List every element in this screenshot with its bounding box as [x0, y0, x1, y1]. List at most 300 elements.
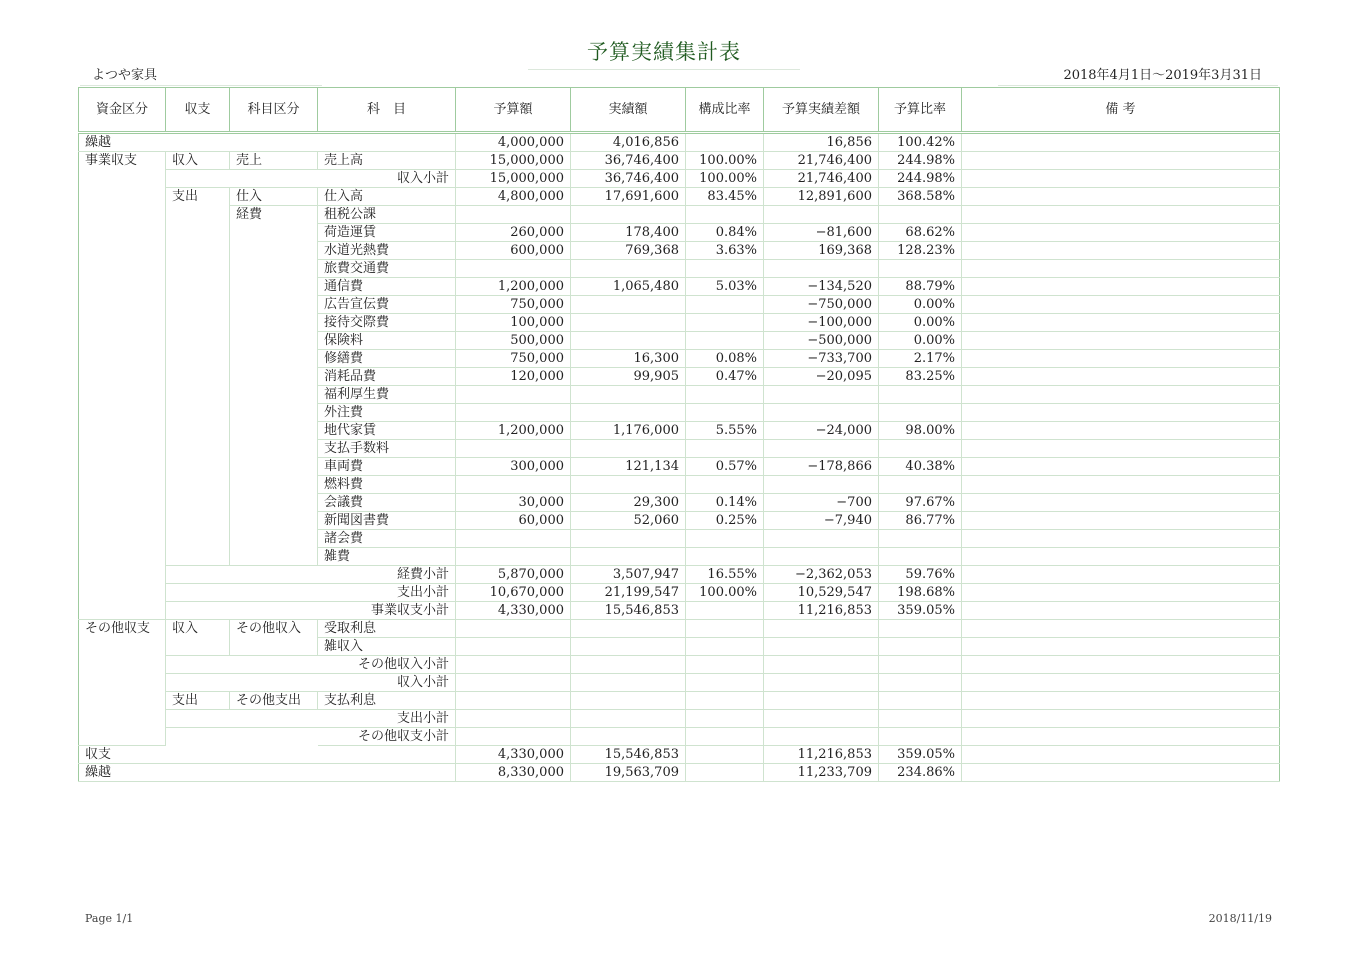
io-cell — [166, 422, 230, 440]
category-cell — [230, 566, 318, 584]
item-cell: その他収入小計 — [318, 656, 456, 674]
fund-cell: 繰越 — [79, 133, 166, 152]
fund-cell — [79, 512, 166, 530]
note-cell — [962, 530, 1280, 548]
ratio-cell: 0.47% — [686, 368, 764, 386]
budget-ratio-cell — [879, 440, 962, 458]
item-cell: 支払利息 — [318, 692, 456, 710]
item-cell: 雑収入 — [318, 638, 456, 656]
category-cell — [230, 224, 318, 242]
item-cell: 収入小計 — [318, 674, 456, 692]
note-cell — [962, 368, 1280, 386]
note-cell — [962, 692, 1280, 710]
item-cell: 売上高 — [318, 152, 456, 170]
ratio-cell — [686, 440, 764, 458]
fund-cell — [79, 656, 166, 674]
category-cell — [230, 170, 318, 188]
ratio-cell: 3.63% — [686, 242, 764, 260]
actual-cell — [571, 710, 686, 728]
io-cell — [166, 242, 230, 260]
note-cell — [962, 710, 1280, 728]
note-cell — [962, 242, 1280, 260]
diff-cell — [764, 692, 879, 710]
table-row — [79, 746, 1280, 764]
actual-cell: 1,065,480 — [571, 278, 686, 296]
diff-cell: −178,866 — [764, 458, 879, 476]
io-cell — [166, 133, 230, 152]
budget-cell — [456, 440, 571, 458]
category-cell — [230, 440, 318, 458]
category-cell — [230, 296, 318, 314]
ratio-cell — [686, 476, 764, 494]
budget-cell — [456, 530, 571, 548]
diff-cell — [764, 620, 879, 638]
note-cell — [962, 278, 1280, 296]
table-row — [79, 476, 1280, 494]
io-cell — [166, 170, 230, 188]
actual-cell: 121,134 — [571, 458, 686, 476]
io-cell: 支出 — [166, 188, 230, 206]
ratio-cell: 16.55% — [686, 566, 764, 584]
actual-cell — [571, 656, 686, 674]
budget-cell — [456, 710, 571, 728]
item-cell: 諸会費 — [318, 530, 456, 548]
note-cell — [962, 674, 1280, 692]
item-cell: 荷造運賃 — [318, 224, 456, 242]
fund-cell — [79, 638, 166, 656]
note-cell — [962, 602, 1280, 620]
category-cell: 仕入 — [230, 188, 318, 206]
budget-cell: 120,000 — [456, 368, 571, 386]
diff-cell: −700 — [764, 494, 879, 512]
actual-cell — [571, 674, 686, 692]
fund-cell — [79, 206, 166, 224]
table-row — [79, 710, 1280, 728]
table-row — [79, 674, 1280, 692]
actual-cell — [571, 206, 686, 224]
note-cell — [962, 332, 1280, 350]
io-cell — [166, 602, 230, 620]
table-row — [79, 350, 1280, 368]
category-cell — [230, 350, 318, 368]
diff-cell — [764, 710, 879, 728]
ratio-cell — [686, 674, 764, 692]
budget-ratio-cell — [879, 206, 962, 224]
budget-cell: 60,000 — [456, 512, 571, 530]
budget-ratio-cell: 86.77% — [879, 512, 962, 530]
budget-ratio-cell: 0.00% — [879, 296, 962, 314]
note-cell — [962, 224, 1280, 242]
io-cell — [166, 332, 230, 350]
table-row — [79, 296, 1280, 314]
actual-cell: 16,300 — [571, 350, 686, 368]
actual-cell: 15,546,853 — [571, 602, 686, 620]
budget-ratio-cell: 100.42% — [879, 133, 962, 152]
io-cell — [166, 476, 230, 494]
ratio-cell — [686, 764, 764, 782]
budget-cell — [456, 674, 571, 692]
budget-cell: 4,000,000 — [456, 133, 571, 152]
note-cell — [962, 152, 1280, 170]
fund-cell: その他収支 — [79, 620, 166, 638]
actual-cell — [571, 314, 686, 332]
category-cell — [230, 332, 318, 350]
fund-cell — [79, 224, 166, 242]
category-cell — [230, 494, 318, 512]
diff-cell: −134,520 — [764, 278, 879, 296]
io-cell — [166, 512, 230, 530]
item-cell: 受取利息 — [318, 620, 456, 638]
budget-cell — [456, 548, 571, 566]
actual-cell — [571, 530, 686, 548]
io-cell — [166, 494, 230, 512]
ratio-cell: 100.00% — [686, 584, 764, 602]
fund-cell — [79, 692, 166, 710]
diff-cell: −500,000 — [764, 332, 879, 350]
ratio-cell: 5.55% — [686, 422, 764, 440]
budget-cell: 4,330,000 — [456, 602, 571, 620]
category-cell — [230, 548, 318, 566]
category-cell — [230, 404, 318, 422]
actual-cell — [571, 638, 686, 656]
ratio-cell — [686, 548, 764, 566]
budget-cell — [456, 656, 571, 674]
header-diff: 予算実績差額 — [764, 88, 879, 133]
note-cell — [962, 133, 1280, 152]
budget-cell: 4,330,000 — [456, 746, 571, 764]
budget-ratio-cell: 68.62% — [879, 224, 962, 242]
fund-cell: 収支 — [79, 746, 166, 764]
io-cell — [166, 206, 230, 224]
note-cell — [962, 638, 1280, 656]
fund-cell — [79, 332, 166, 350]
fund-cell — [79, 404, 166, 422]
io-cell — [166, 638, 230, 656]
io-cell — [166, 278, 230, 296]
diff-cell: −20,095 — [764, 368, 879, 386]
budget-cell: 10,670,000 — [456, 584, 571, 602]
io-cell — [166, 710, 230, 728]
budget-ratio-cell — [879, 692, 962, 710]
budget-ratio-cell: 359.05% — [879, 602, 962, 620]
budget-cell: 30,000 — [456, 494, 571, 512]
io-cell — [166, 584, 230, 602]
ratio-cell: 0.14% — [686, 494, 764, 512]
fund-cell — [79, 674, 166, 692]
note-cell — [962, 296, 1280, 314]
actual-cell: 36,746,400 — [571, 152, 686, 170]
fund-cell — [79, 476, 166, 494]
item-cell — [318, 764, 456, 782]
category-cell: 経費 — [230, 206, 318, 224]
table-row — [79, 152, 1280, 170]
io-cell: 収入 — [166, 620, 230, 638]
fund-cell — [79, 368, 166, 386]
actual-cell — [571, 404, 686, 422]
budget-cell — [456, 260, 571, 278]
io-cell — [166, 314, 230, 332]
diff-cell — [764, 530, 879, 548]
ratio-cell: 0.25% — [686, 512, 764, 530]
io-cell — [166, 404, 230, 422]
budget-ratio-cell: 244.98% — [879, 170, 962, 188]
item-cell: 支出小計 — [318, 710, 456, 728]
item-cell: 会議費 — [318, 494, 456, 512]
table-row — [79, 260, 1280, 278]
diff-cell: −81,600 — [764, 224, 879, 242]
fund-cell: 事業収支 — [79, 152, 166, 170]
header-ratio: 構成比率 — [686, 88, 764, 133]
ratio-cell — [686, 746, 764, 764]
fund-cell — [79, 494, 166, 512]
category-cell: 売上 — [230, 152, 318, 170]
diff-cell: 10,529,547 — [764, 584, 879, 602]
budget-ratio-cell: 234.86% — [879, 764, 962, 782]
table-row — [79, 692, 1280, 710]
actual-cell — [571, 548, 686, 566]
fund-cell — [79, 710, 166, 728]
item-cell: 雑費 — [318, 548, 456, 566]
actual-cell — [571, 260, 686, 278]
io-cell — [166, 674, 230, 692]
category-cell — [230, 656, 318, 674]
io-cell — [166, 386, 230, 404]
diff-cell — [764, 260, 879, 278]
diff-cell: 11,233,709 — [764, 764, 879, 782]
fund-cell: 繰越 — [79, 764, 166, 782]
category-cell — [230, 314, 318, 332]
fund-cell — [79, 386, 166, 404]
item-cell: 新聞図書費 — [318, 512, 456, 530]
category-cell — [230, 368, 318, 386]
ratio-cell — [686, 728, 764, 746]
diff-cell: 169,368 — [764, 242, 879, 260]
note-cell — [962, 746, 1280, 764]
table-row — [79, 278, 1280, 296]
note-cell — [962, 566, 1280, 584]
note-cell — [962, 548, 1280, 566]
header-budget-ratio: 予算比率 — [879, 88, 962, 133]
io-cell — [166, 566, 230, 584]
budget-ratio-cell: 2.17% — [879, 350, 962, 368]
note-cell — [962, 188, 1280, 206]
item-cell: 支払手数料 — [318, 440, 456, 458]
fund-cell — [79, 458, 166, 476]
note-cell — [962, 206, 1280, 224]
diff-cell: 21,746,400 — [764, 170, 879, 188]
budget-ratio-cell: 128.23% — [879, 242, 962, 260]
diff-cell: 21,746,400 — [764, 152, 879, 170]
ratio-cell — [686, 710, 764, 728]
diff-cell — [764, 656, 879, 674]
category-cell — [230, 674, 318, 692]
company-name: よつや家具 — [80, 64, 322, 86]
diff-cell — [764, 728, 879, 746]
io-cell — [166, 548, 230, 566]
diff-cell — [764, 674, 879, 692]
item-cell: 旅費交通費 — [318, 260, 456, 278]
note-cell — [962, 476, 1280, 494]
category-cell — [230, 530, 318, 548]
note-cell — [962, 170, 1280, 188]
note-cell — [962, 386, 1280, 404]
budget-actual-table — [78, 87, 1280, 782]
fund-cell — [79, 422, 166, 440]
budget-cell: 750,000 — [456, 296, 571, 314]
table-row — [79, 458, 1280, 476]
ratio-cell — [686, 260, 764, 278]
note-cell — [962, 440, 1280, 458]
diff-cell — [764, 476, 879, 494]
item-cell: その他収支小計 — [318, 728, 456, 746]
item-cell: 地代家賃 — [318, 422, 456, 440]
item-cell: 保険料 — [318, 332, 456, 350]
budget-ratio-cell: 59.76% — [879, 566, 962, 584]
diff-cell — [764, 206, 879, 224]
table-row — [79, 512, 1280, 530]
diff-cell: −750,000 — [764, 296, 879, 314]
ratio-cell: 0.84% — [686, 224, 764, 242]
table-row — [79, 620, 1280, 638]
budget-cell: 4,800,000 — [456, 188, 571, 206]
fund-cell — [79, 314, 166, 332]
budget-cell: 750,000 — [456, 350, 571, 368]
ratio-cell — [686, 530, 764, 548]
budget-ratio-cell — [879, 386, 962, 404]
ratio-cell: 0.08% — [686, 350, 764, 368]
budget-ratio-cell: 97.67% — [879, 494, 962, 512]
io-cell — [166, 530, 230, 548]
budget-ratio-cell — [879, 548, 962, 566]
diff-cell: −7,940 — [764, 512, 879, 530]
header-io: 収支 — [166, 88, 230, 133]
ratio-cell — [686, 133, 764, 152]
table-row — [79, 728, 1280, 746]
table-row — [79, 602, 1280, 620]
io-cell: 収入 — [166, 152, 230, 170]
ratio-cell: 100.00% — [686, 152, 764, 170]
budget-ratio-cell: 83.25% — [879, 368, 962, 386]
fund-cell — [79, 548, 166, 566]
fund-cell — [79, 260, 166, 278]
budget-cell: 100,000 — [456, 314, 571, 332]
actual-cell: 36,746,400 — [571, 170, 686, 188]
io-cell — [166, 764, 230, 782]
ratio-cell — [686, 296, 764, 314]
diff-cell: 11,216,853 — [764, 602, 879, 620]
budget-ratio-cell: 244.98% — [879, 152, 962, 170]
table-row — [79, 170, 1280, 188]
note-cell — [962, 512, 1280, 530]
item-cell: 福利厚生費 — [318, 386, 456, 404]
category-cell — [230, 386, 318, 404]
item-cell: 修繕費 — [318, 350, 456, 368]
ratio-cell — [686, 638, 764, 656]
diff-cell — [764, 440, 879, 458]
item-cell: 外注費 — [318, 404, 456, 422]
table-row — [79, 440, 1280, 458]
diff-cell: −100,000 — [764, 314, 879, 332]
item-cell: 通信費 — [318, 278, 456, 296]
budget-cell: 600,000 — [456, 242, 571, 260]
table-row — [79, 332, 1280, 350]
ratio-cell — [686, 314, 764, 332]
report-period: 2018年4月1日～2019年3月31日 — [998, 64, 1278, 86]
io-cell — [166, 728, 230, 746]
table-row — [79, 656, 1280, 674]
item-cell: 収入小計 — [318, 170, 456, 188]
budget-ratio-cell — [879, 674, 962, 692]
note-cell — [962, 404, 1280, 422]
item-cell: 燃料費 — [318, 476, 456, 494]
category-cell — [230, 422, 318, 440]
actual-cell — [571, 440, 686, 458]
category-cell — [230, 476, 318, 494]
actual-cell — [571, 386, 686, 404]
io-cell — [166, 458, 230, 476]
category-cell — [230, 512, 318, 530]
io-cell — [166, 656, 230, 674]
category-cell — [230, 728, 318, 746]
note-cell — [962, 494, 1280, 512]
actual-cell: 52,060 — [571, 512, 686, 530]
actual-cell: 15,546,853 — [571, 746, 686, 764]
item-cell: 事業収支小計 — [318, 602, 456, 620]
item-cell: 広告宣伝費 — [318, 296, 456, 314]
header-item: 科 目 — [318, 88, 456, 133]
ratio-cell — [686, 386, 764, 404]
budget-ratio-cell — [879, 728, 962, 746]
header-fund: 資金区分 — [79, 88, 166, 133]
fund-cell — [79, 350, 166, 368]
item-cell — [318, 133, 456, 152]
actual-cell: 178,400 — [571, 224, 686, 242]
fund-cell — [79, 530, 166, 548]
fund-cell — [79, 242, 166, 260]
note-cell — [962, 584, 1280, 602]
item-cell: 消耗品費 — [318, 368, 456, 386]
io-cell — [166, 440, 230, 458]
item-cell: 租税公課 — [318, 206, 456, 224]
item-cell: 接待交際費 — [318, 314, 456, 332]
category-cell: その他支出 — [230, 692, 318, 710]
budget-ratio-cell: 359.05% — [879, 746, 962, 764]
diff-cell — [764, 638, 879, 656]
budget-cell — [456, 728, 571, 746]
table-row — [79, 404, 1280, 422]
table-header-row — [79, 88, 1280, 133]
fund-cell — [79, 728, 166, 746]
item-cell: 支出小計 — [318, 584, 456, 602]
fund-cell — [79, 602, 166, 620]
budget-ratio-cell — [879, 530, 962, 548]
budget-cell: 260,000 — [456, 224, 571, 242]
fund-cell — [79, 440, 166, 458]
page-number: Page 1/1 — [85, 912, 134, 925]
io-cell — [166, 296, 230, 314]
ratio-cell — [686, 602, 764, 620]
table-row — [79, 224, 1280, 242]
io-cell — [166, 260, 230, 278]
note-cell — [962, 314, 1280, 332]
budget-ratio-cell — [879, 260, 962, 278]
category-cell — [230, 458, 318, 476]
category-cell — [230, 584, 318, 602]
print-date: 2018/11/19 — [1208, 912, 1272, 925]
budget-cell: 15,000,000 — [456, 152, 571, 170]
budget-cell — [456, 404, 571, 422]
actual-cell — [571, 476, 686, 494]
